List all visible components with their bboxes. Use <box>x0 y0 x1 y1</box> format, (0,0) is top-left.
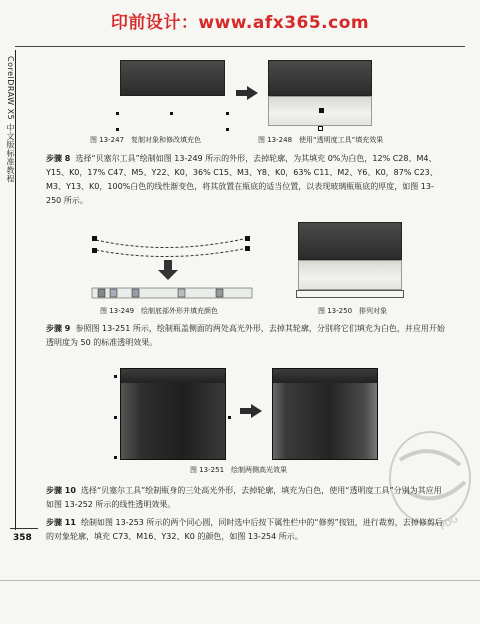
fig251-cap-top <box>121 369 225 383</box>
fig247-dark-box <box>120 60 225 96</box>
gradient-stop <box>98 289 105 297</box>
step-label: 步骤 8 <box>46 154 71 163</box>
fig250-glass-body <box>298 260 402 290</box>
step-11-paragraph <box>46 516 446 544</box>
step-text: 选择“贝塞尔工具”绘制如图 13-249 所示的外形，去掉轮廓，为其填充 0%为白色，12% C28、M4、Y15、K0，17% C47、M5、Y22、K0，36% C15、M3、Y8、K0，63% C11、M2、Y6、K0，87% C23、M3、Y13、K0，100%白色的线性渐变色，将其放置在瓶底的适当位置，以表现玻璃瓶瓶底的厚度，如图 13-250 所示。 <box>46 154 438 205</box>
watermark-label: PDG <box>438 514 461 533</box>
figure-caption: 图 13-249 绘制底部外形并填充颜色 <box>100 307 219 315</box>
figure-caption: 图 13-251 绘制两侧高光效果 <box>190 466 288 474</box>
selection-handle <box>170 112 173 115</box>
right-arrow-icon <box>236 86 258 100</box>
selection-handle <box>228 416 231 419</box>
figure-caption: 图 13-248 使用“透明度工具”填充效果 <box>258 136 384 144</box>
bezier-curve <box>96 248 248 257</box>
fig250-bottom-band <box>296 290 404 298</box>
page-number: 358 <box>13 533 32 543</box>
figure-caption: 图 13-250 排列对象 <box>318 307 388 315</box>
step-label: 步骤 10 <box>46 486 76 495</box>
sidebar-label: CorelDRAW X5 中文版标准教程 <box>6 56 15 183</box>
top-rule <box>15 46 465 47</box>
step-text: 选择“贝塞尔工具”绘制瓶身的三处高光外形，去掉轮廓，填充为白色，使用“透明度工具”分别为其应用如图 13-252 所示的线性透明效果。 <box>46 486 442 509</box>
bezier-curve <box>96 238 248 248</box>
node-handle <box>245 236 250 241</box>
step-label: 步骤 9 <box>46 324 71 333</box>
gradient-stop <box>178 289 185 297</box>
step-9-paragraph <box>46 322 446 350</box>
selection-handle <box>114 375 117 378</box>
selection-handle <box>226 128 229 131</box>
gradient-stop <box>110 289 117 297</box>
selection-handle <box>226 112 229 115</box>
step-8-paragraph <box>46 152 446 208</box>
side-rule <box>15 50 16 530</box>
node-handle <box>92 248 97 253</box>
fig248-dark-box <box>268 60 372 96</box>
step-label: 步骤 11 <box>46 518 76 527</box>
transparency-handle <box>318 126 323 131</box>
selection-handle <box>114 416 117 419</box>
node-handle <box>92 236 97 241</box>
gradient-stop <box>216 289 223 297</box>
step-10-paragraph <box>46 484 446 512</box>
step-text: 参照图 13-251 所示，绘制瓶盖侧面的两处高光外形，去掉其轮廓，分别将它们填充为白色，并应用开始透明度为 50 的标准透明效果。 <box>46 324 445 347</box>
fig251-cap-top <box>273 369 377 383</box>
selection-handle <box>114 456 117 459</box>
gradient-stop <box>132 289 139 297</box>
down-arrow-icon <box>158 260 178 280</box>
site-header: 印前设计：www.afx365.com <box>110 13 370 33</box>
right-arrow-icon <box>240 404 262 418</box>
fig249-bezier-diagram <box>88 228 258 308</box>
step-text: 绘制如图 13-253 所示的两个同心圆，同时选中后按下属性栏中的“修剪”按钮，进行裁剪，去掉修剪后的对象轮廓，填充 C73、M16、Y32、K0 的颜色，如图 13-254 所示。 <box>46 518 443 541</box>
node-handle <box>245 246 250 251</box>
figure-caption: 图 13-247 复制对象和修改填充色 <box>90 136 202 144</box>
selection-handle <box>116 128 119 131</box>
fig250-dark-box <box>298 222 402 260</box>
selection-handle <box>116 112 119 115</box>
transparency-handle <box>319 108 324 113</box>
bottom-rule <box>0 580 480 581</box>
